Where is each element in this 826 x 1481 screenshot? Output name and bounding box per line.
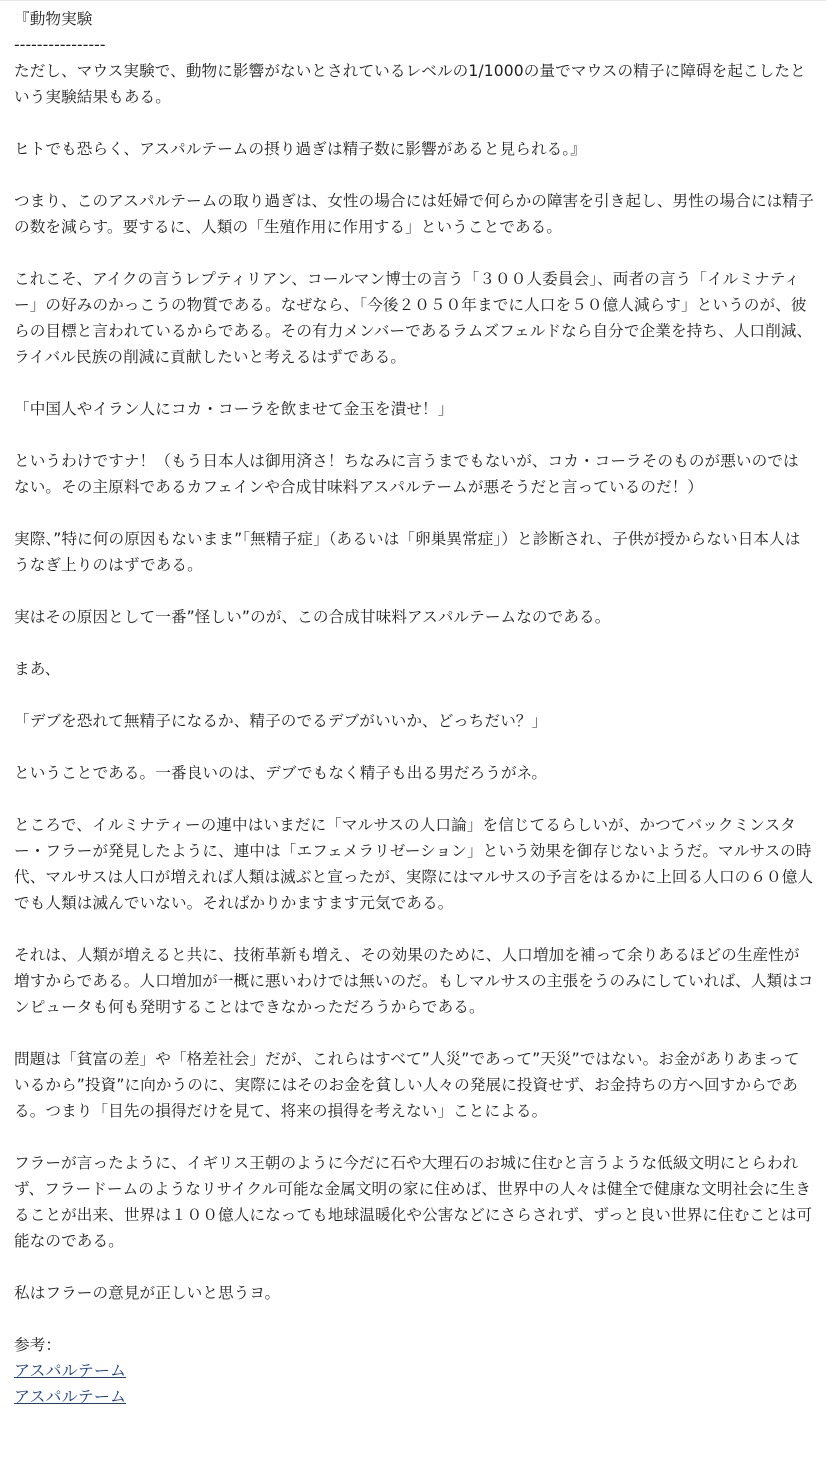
paragraph: 「中国人やイラン人にコカ・コーラを飲ませて金玉を潰せ！」 [14,400,454,418]
paragraph: フラーが言ったように、イギリス王朝のように今だに石や大理石のお城に住むと言うような低級文明にとらわれず、フラードームのようなリサイクル可能な金属文明の家に住めば、世界中の人々は健全で健康な文明社会に生きることが出来、世界は１００億人になっても地球温暖化や公害などにさらされず、ずっと良い世界に住むことは可能なのである。 [14,1154,813,1250]
blank-line [14,110,814,136]
blank-line [14,734,814,760]
paragraph: 『動物実験 [14,10,93,28]
separator-line: ---------------- [14,36,106,54]
paragraph: 「デブを恐れて無精子になるか、精子のでるデブがいいか、どっちだい？」 [14,712,548,730]
paragraph: ヒトでも恐らく、アスパルテームの摂り過ぎは精子数に影響があると見られる。』 [14,140,586,158]
article-body [14,6,814,1410]
reference-link-1-wrap [14,1358,814,1384]
paragraph: 私はフラーの意見が正しいと思うヨ。 [14,1284,281,1302]
reference-link-2-wrap [14,1384,814,1410]
blank-line [14,240,814,266]
paragraph: ところで、イルミナティーの連中はいまだに「マルサスの人口論」を信じてるらしいが、かつてバックミンスター・フラーが発見したように、連中は「エフェメラリゼーション」という効果を御存じないようだ。マルサスの時代、マルサスは人口が増えれば人類は滅ぶと宣ったが、実際にはマルサスの予言をはるかに上回る人口の６０億人でも人類は滅んでいない。そればかりかますます元気である。 [14,816,814,912]
paragraph: 実際、”特に何の原因もないまま”「無精子症」（あるいは「卵巣異常症」）と診断され、子供が授からない日本人はうなぎ上りのはずである。 [14,530,801,574]
blank-line [14,500,814,526]
paragraph: これこそ、アイクの言うレプティリアン、コールマン博士の言う「３００人委員会」、両者の言う「イルミナティー」の好みのかっこうの物質である。なぜなら、「今後２０５０年までに人口を５０億人減らす」というのが、彼らの目標と言われているからである。その有力メンバーであるラムズフェルドなら自分で企業を持ち、人口削減、ライバル民族の削減に貢献したいと考えるはずである。 [14,270,813,366]
top-divider [0,0,826,1]
paragraph: 問題は「貧富の差」や「格差社会」だが、これらはすべて”人災”であって”天災”ではない。お金がありあまっているから”投資”に向かうのに、実際にはそのお金を貧しい人々の発展に投資せず、お金持ちの方へ回すからである。つまり「目先の損得だけを見て、将来の損得を考えない」ことによる。 [14,1050,800,1120]
paragraph: というわけですナ！（もう日本人は御用済さ！ちなみに言うまでもないが、コカ・コーラそのものが悪いのではない。その主原料であるカフェインや合成甘味料アスパルテームが悪そうだと言っているのだ！） [14,452,799,496]
blank-line [14,162,814,188]
blank-line [14,682,814,708]
paragraph: ということである。一番良いのは、デブでもなく精子も出る男だろうがネ。 [14,764,548,782]
paragraph: まあ、 [14,660,61,678]
blank-line [14,578,814,604]
blank-line [14,370,814,396]
blank-line [14,786,814,812]
blank-line [14,630,814,656]
paragraph: つまり、このアスパルテームの取り過ぎは、女性の場合には妊婦で何らかの障害を引き起し、男性の場合には精子の数を減らす。要するに、人類の「生殖作用に作用する」ということである。 [14,192,814,236]
paragraph: それは、人類が増えると共に、技術革新も増え、その効果のために、人口増加を補って余りあるほどの生産性が増すからである。人口増加が一概に悪いわけでは無いのだ。もしマルサスの主張をうのみにしていれば、人類はコンピュータも何も発明することはできなかっただろうからである。 [14,946,814,1016]
blank-line [14,916,814,942]
references-label: 参考： [14,1336,62,1354]
reference-link-aspartame-2[interactable]: アスパルテーム [14,1387,127,1406]
paragraph: 実はその原因として一番”怪しい”のが、この合成甘味料アスパルテームなのである。 [14,608,611,626]
blank-line [14,1306,814,1332]
blank-line [14,1124,814,1150]
blank-line [14,1254,814,1280]
reference-link-aspartame-1[interactable]: アスパルテーム [14,1361,127,1380]
blank-line [14,1020,814,1046]
paragraph: ただし、マウス実験で、動物に影響がないとされているレベルの1/1000の量でマウスの精子に障碍を起こしたという実験結果もある。 [14,62,806,106]
blank-line [14,422,814,448]
